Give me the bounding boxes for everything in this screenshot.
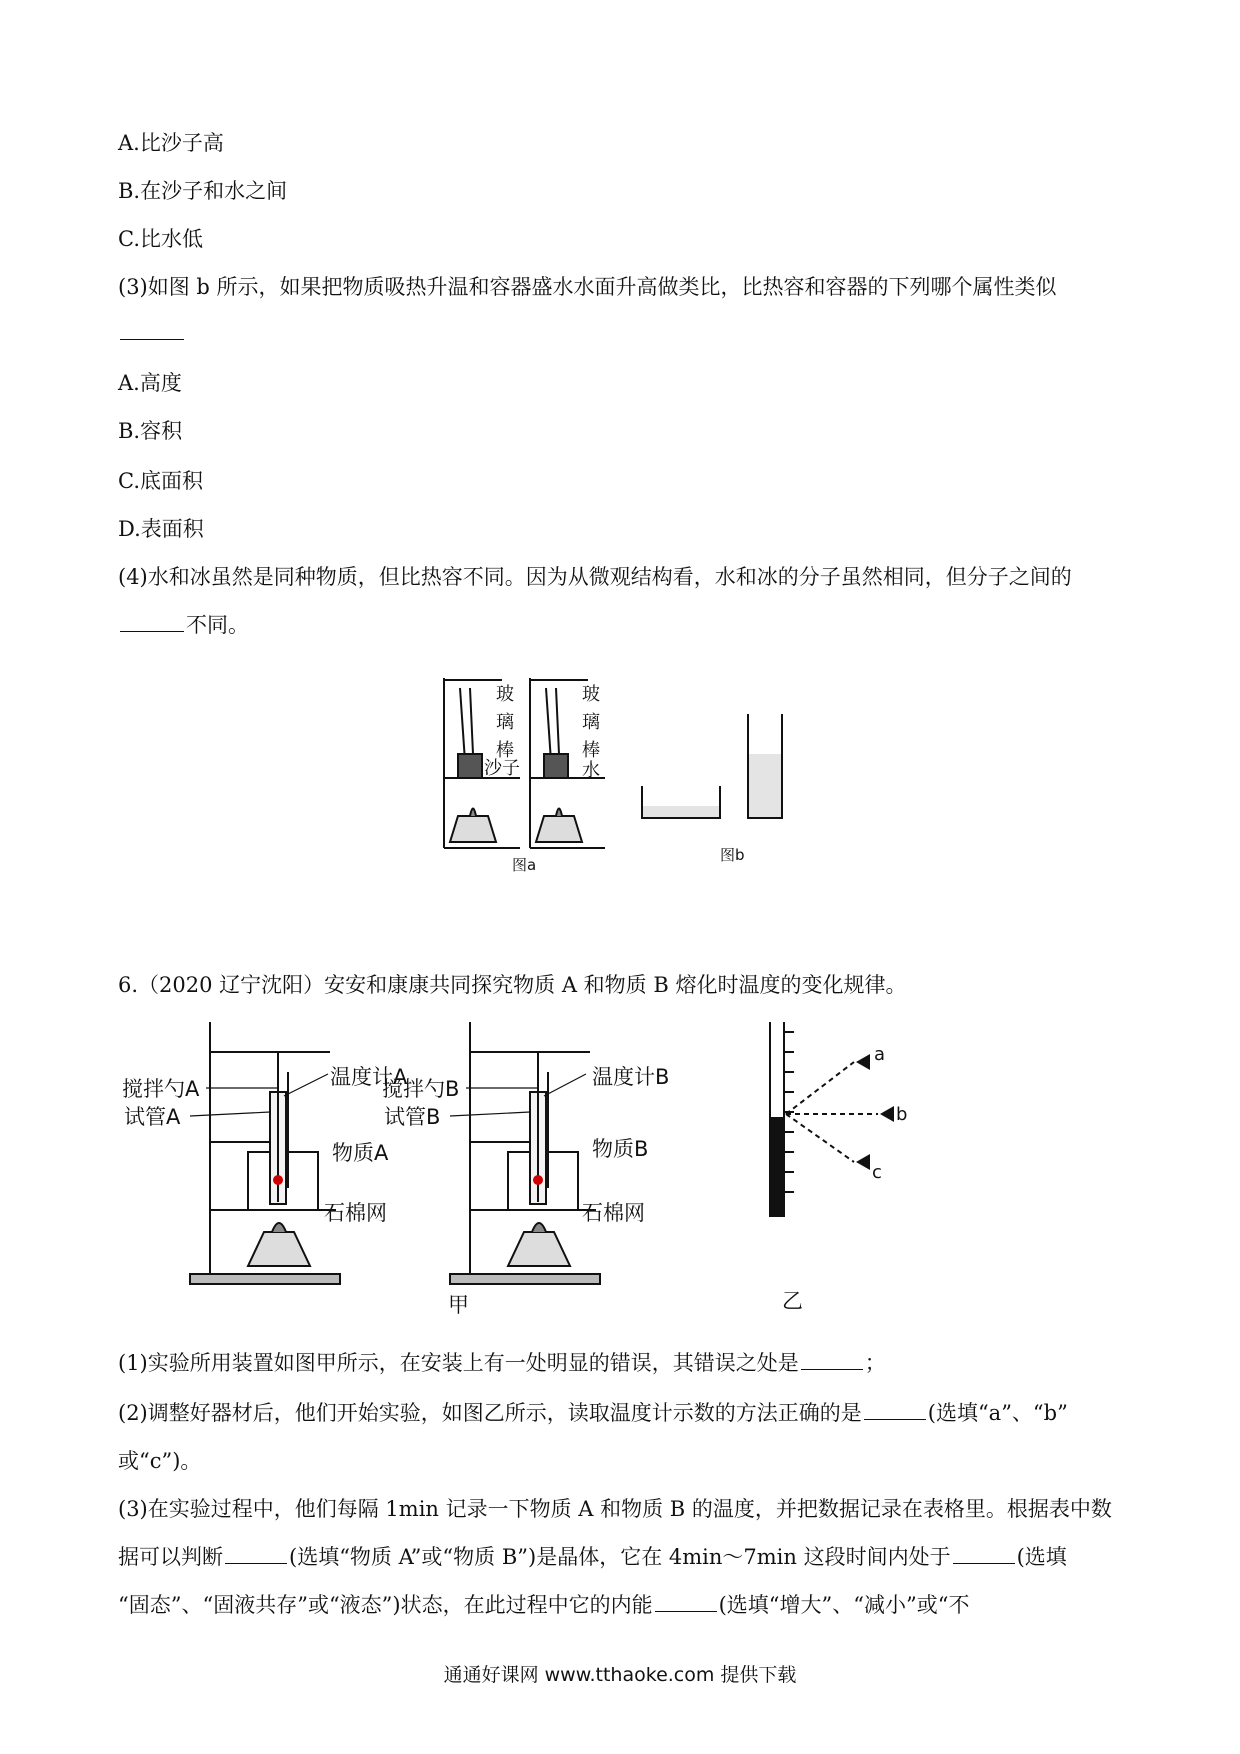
fig-jia-caption: 甲 [448,1293,469,1317]
label-tube-a: 试管A [124,1105,181,1129]
q6-subquestion-3-line2: 据可以判断 (选填“物质 A”或“物质 B”)是晶体，它在 4min～7min 这段时间内处于 (选填 [118,1545,1067,1569]
label-substance-a: 物质A [332,1141,389,1165]
label-thermo-b: 温度计B [592,1065,670,1089]
fig-a-caption: 图a [512,856,537,874]
label-stir-a: 搅拌勺A [122,1077,200,1101]
figure-jia-yi [118,1012,938,1320]
fig-a-label-7: 棒 [582,740,600,761]
fig-yi-caption: 乙 [782,1289,803,1313]
label-mesh-b: 石棉网 [582,1201,645,1225]
q5-option-3d: D.表面积 [118,517,204,541]
q5-option-2a: A.比沙子高 [118,131,224,155]
label-thermo-a: 温度计A [330,1065,408,1089]
fig-a-label-5: 玻 [582,684,600,705]
fig-a-label-water: 水 [582,760,600,781]
q5-sub3-answer-blank [118,318,186,348]
q5-option-3b: B.容积 [118,419,183,443]
q5-option-2c: C.比水低 [118,227,203,251]
q6-subquestion-2-line2: 或“c”)。 [118,1449,202,1473]
fig-a-label-1: 玻 [496,684,514,705]
q5-subquestion-3: (3)如图 b 所示，如果把物质吸热升温和容器盛水水面升高做类比，比热容和容器的下列哪个属性类似 [118,275,1057,299]
eye-label-c: c [872,1162,882,1183]
q5-option-3a: A.高度 [118,371,182,395]
label-stir-b: 搅拌勺B [382,1077,460,1101]
q6-stem: 6.（2020 辽宁沈阳）安安和康康共同探究物质 A 和物质 B 熔化时温度的变化规律。 [118,973,907,997]
eye-label-b: b [896,1104,908,1125]
q6-subquestion-2: (2)调整好器材后，他们开始实验，如图乙所示，读取温度计示数的方法正确的是 (选填“a”、“b” [118,1401,1068,1425]
page-footer: 通通好课网 www.tthaoke.com 提供下载 [443,1664,797,1686]
label-substance-b: 物质B [592,1137,649,1161]
q6-subquestion-1: (1)实验所用装置如图甲所示，在安装上有一处明显的错误，其错误之处是 ； [118,1351,886,1375]
eye-label-a: a [874,1044,886,1065]
label-mesh-a: 石棉网 [324,1201,387,1225]
q6-subquestion-3: (3)在实验过程中，他们每隔 1min 记录一下物质 A 和物质 B 的温度，并把数据记录在表格里。根据表中数 [118,1497,1112,1521]
q5-option-2b: B.在沙子和水之间 [118,179,288,203]
q5-subquestion-4-line2: 不同。 [118,610,249,640]
label-tube-b: 试管B [384,1105,441,1129]
figure-a-b [430,666,810,876]
fig-b-caption: 图b [720,846,745,864]
fig-a-label-6: 璃 [582,712,600,733]
fig-a-label-3: 棒 [496,740,514,761]
fig-a-label-sand: 沙子 [484,758,520,779]
q5-subquestion-4: (4)水和冰虽然是同种物质，但比热容不同。因为从微观结构看，水和冰的分子虽然相同，但分子之间的 [118,565,1072,589]
q6-subquestion-3-line3: “固态”、“固液共存”或“液态”)状态，在此过程中它的内能 (选填“增大”、“减小”或“不 [118,1593,970,1617]
q5-option-3c: C.底面积 [118,469,203,493]
fig-a-label-2: 璃 [496,712,514,733]
